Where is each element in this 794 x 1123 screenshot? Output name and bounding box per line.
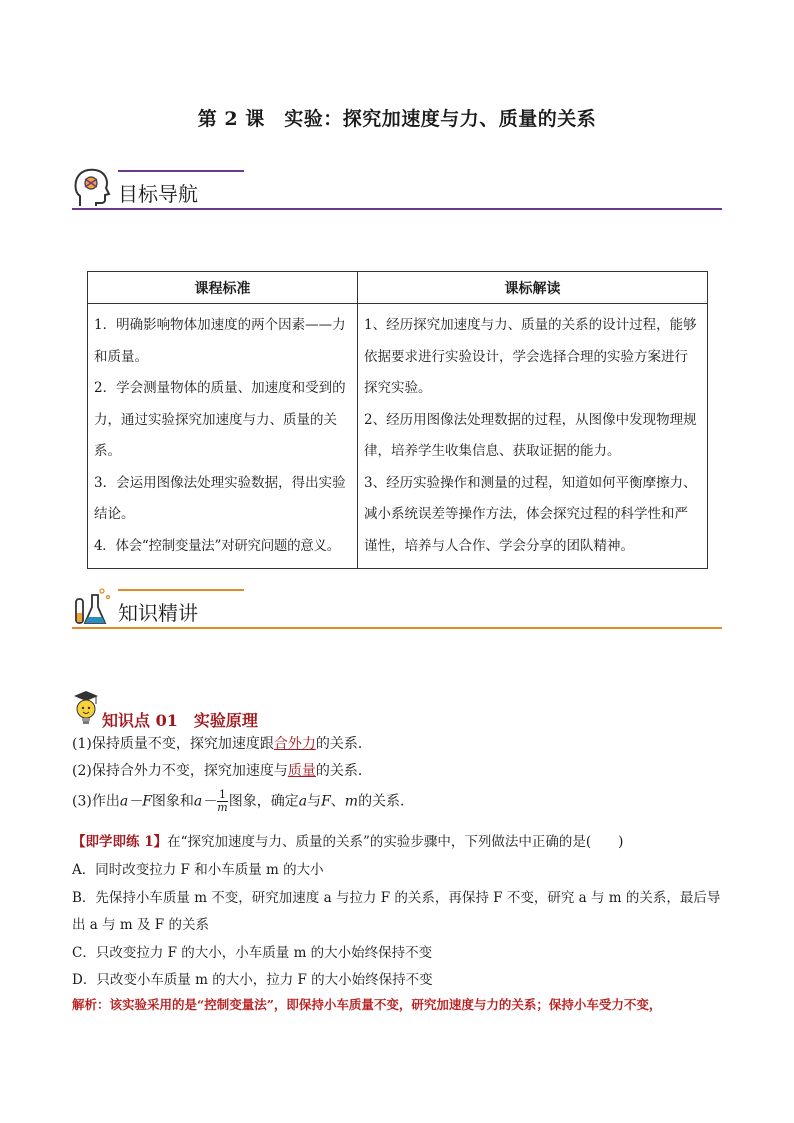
table-header-standard: 课程标准	[88, 272, 358, 304]
text: (2)保持合外力不变，探究加速度与	[72, 763, 288, 779]
text: 、	[330, 793, 345, 810]
knowledge-point-header	[72, 690, 472, 730]
section-goal-header	[72, 166, 722, 216]
principle-line-3	[72, 789, 414, 814]
interpretation-item: 3、经历实验操作和测量的过程，知道如何平衡摩擦力、减小系统误差等操作方法，体会探究过程的科学性和严谨性，培养与人合作、学会分享的团队精神。	[364, 474, 697, 554]
table-row	[88, 304, 708, 569]
section-knowledge-label: 知识精讲	[118, 601, 198, 625]
section-knowledge-short-rule	[118, 589, 244, 591]
text: 图象，确定	[228, 793, 299, 810]
table-header-interpretation: 课标解读	[358, 272, 708, 304]
exercise-option-b-cont: 出 a 与 m 及 F 的关系	[72, 917, 209, 933]
variable: F	[321, 793, 331, 810]
standard-item: 3．会运用图像法处理实验数据，得出实验结论。	[94, 474, 346, 522]
section-goal-short-rule	[118, 170, 244, 172]
table-header-row	[88, 272, 708, 304]
exercise-analysis: 解析：该实验采用的是“控制变量法”，即保持小车质量不变，研究加速度与力的关系；保持小车受力不变，	[72, 997, 662, 1012]
standards-table	[87, 271, 708, 569]
standard-item: 2．学会测量物体的质量、加速度和受到的力，通过实验探究加速度与力、质量的关系。	[94, 380, 346, 459]
interpretation-item: 2、经历用图像法处理数据的过程，从图像中发现物理规律，培养学生收集信息、获取证据的能力。	[364, 411, 697, 459]
fraction-numerator: 1	[218, 788, 226, 801]
section-goal-label: 目标导航	[118, 182, 198, 206]
text: 与	[307, 793, 322, 810]
text: 图象和	[151, 793, 194, 810]
text: 的关系．	[315, 763, 372, 779]
fraction-one-over-m	[217, 789, 227, 814]
underlined-term: 质量	[287, 763, 316, 779]
exercise-question	[72, 830, 623, 850]
principle-line-2	[72, 760, 372, 780]
exercise-option-a: A．同时改变拉力 F 和小车质量 m 的大小	[72, 862, 324, 878]
text: (3)作出	[72, 793, 120, 810]
exercise-option-d: D．只改变小车质量 m 的大小，拉力 F 的大小始终保持不变	[72, 972, 433, 988]
standard-item: 4．体会“控制变量法”对研究问题的意义。	[94, 537, 340, 554]
lightbulb-grad-cap-icon	[72, 690, 100, 728]
section-knowledge-header	[72, 585, 722, 635]
table-cell-standards	[88, 304, 358, 569]
exercise-question-text: 在“探究加速度与力、质量的关系”的实验步骤中，下列做法中正确的是( )	[167, 834, 624, 850]
underlined-term: 合外力	[273, 736, 316, 752]
lab-flask-icon	[72, 585, 112, 629]
text: 的关系．	[315, 736, 372, 752]
knowledge-point-title: 知识点 01 实验原理	[102, 711, 258, 730]
table-cell-interpretations	[358, 304, 708, 569]
page-title: 第 2 课 实验：探究加速度与力、质量的关系	[197, 108, 597, 130]
formula: a－	[193, 793, 217, 810]
principle-line-1	[72, 733, 372, 753]
section-goal-rule	[72, 208, 722, 210]
formula: a－F	[119, 793, 152, 810]
exercise-option-b: B．先保持小车质量 m 不变，研究加速度 a 与拉力 F 的关系，再保持 F 不变，研究 a 与 m 的关系，最后导	[72, 890, 721, 906]
variable: m	[344, 793, 359, 810]
text: 的关系．	[358, 793, 415, 810]
fraction-denominator: m	[217, 801, 228, 814]
exercise-tag: 【即学即练 1】	[72, 834, 168, 850]
section-knowledge-rule	[72, 627, 722, 629]
text: (1)保持质量不变，探究加速度跟	[72, 736, 274, 752]
exercise-option-c: C．只改变拉力 F 的大小，小车质量 m 的大小始终保持不变	[72, 945, 433, 961]
variable: a	[298, 793, 308, 810]
head-idea-icon	[72, 166, 112, 210]
interpretation-item: 1、经历探究加速度与力、质量的关系的设计过程，能够依据要求进行实验设计，学会选择合理的实验方案进行探究实验。	[364, 317, 697, 396]
standard-item: 1．明确影响物体加速度的两个因素——力和质量。	[94, 317, 346, 365]
